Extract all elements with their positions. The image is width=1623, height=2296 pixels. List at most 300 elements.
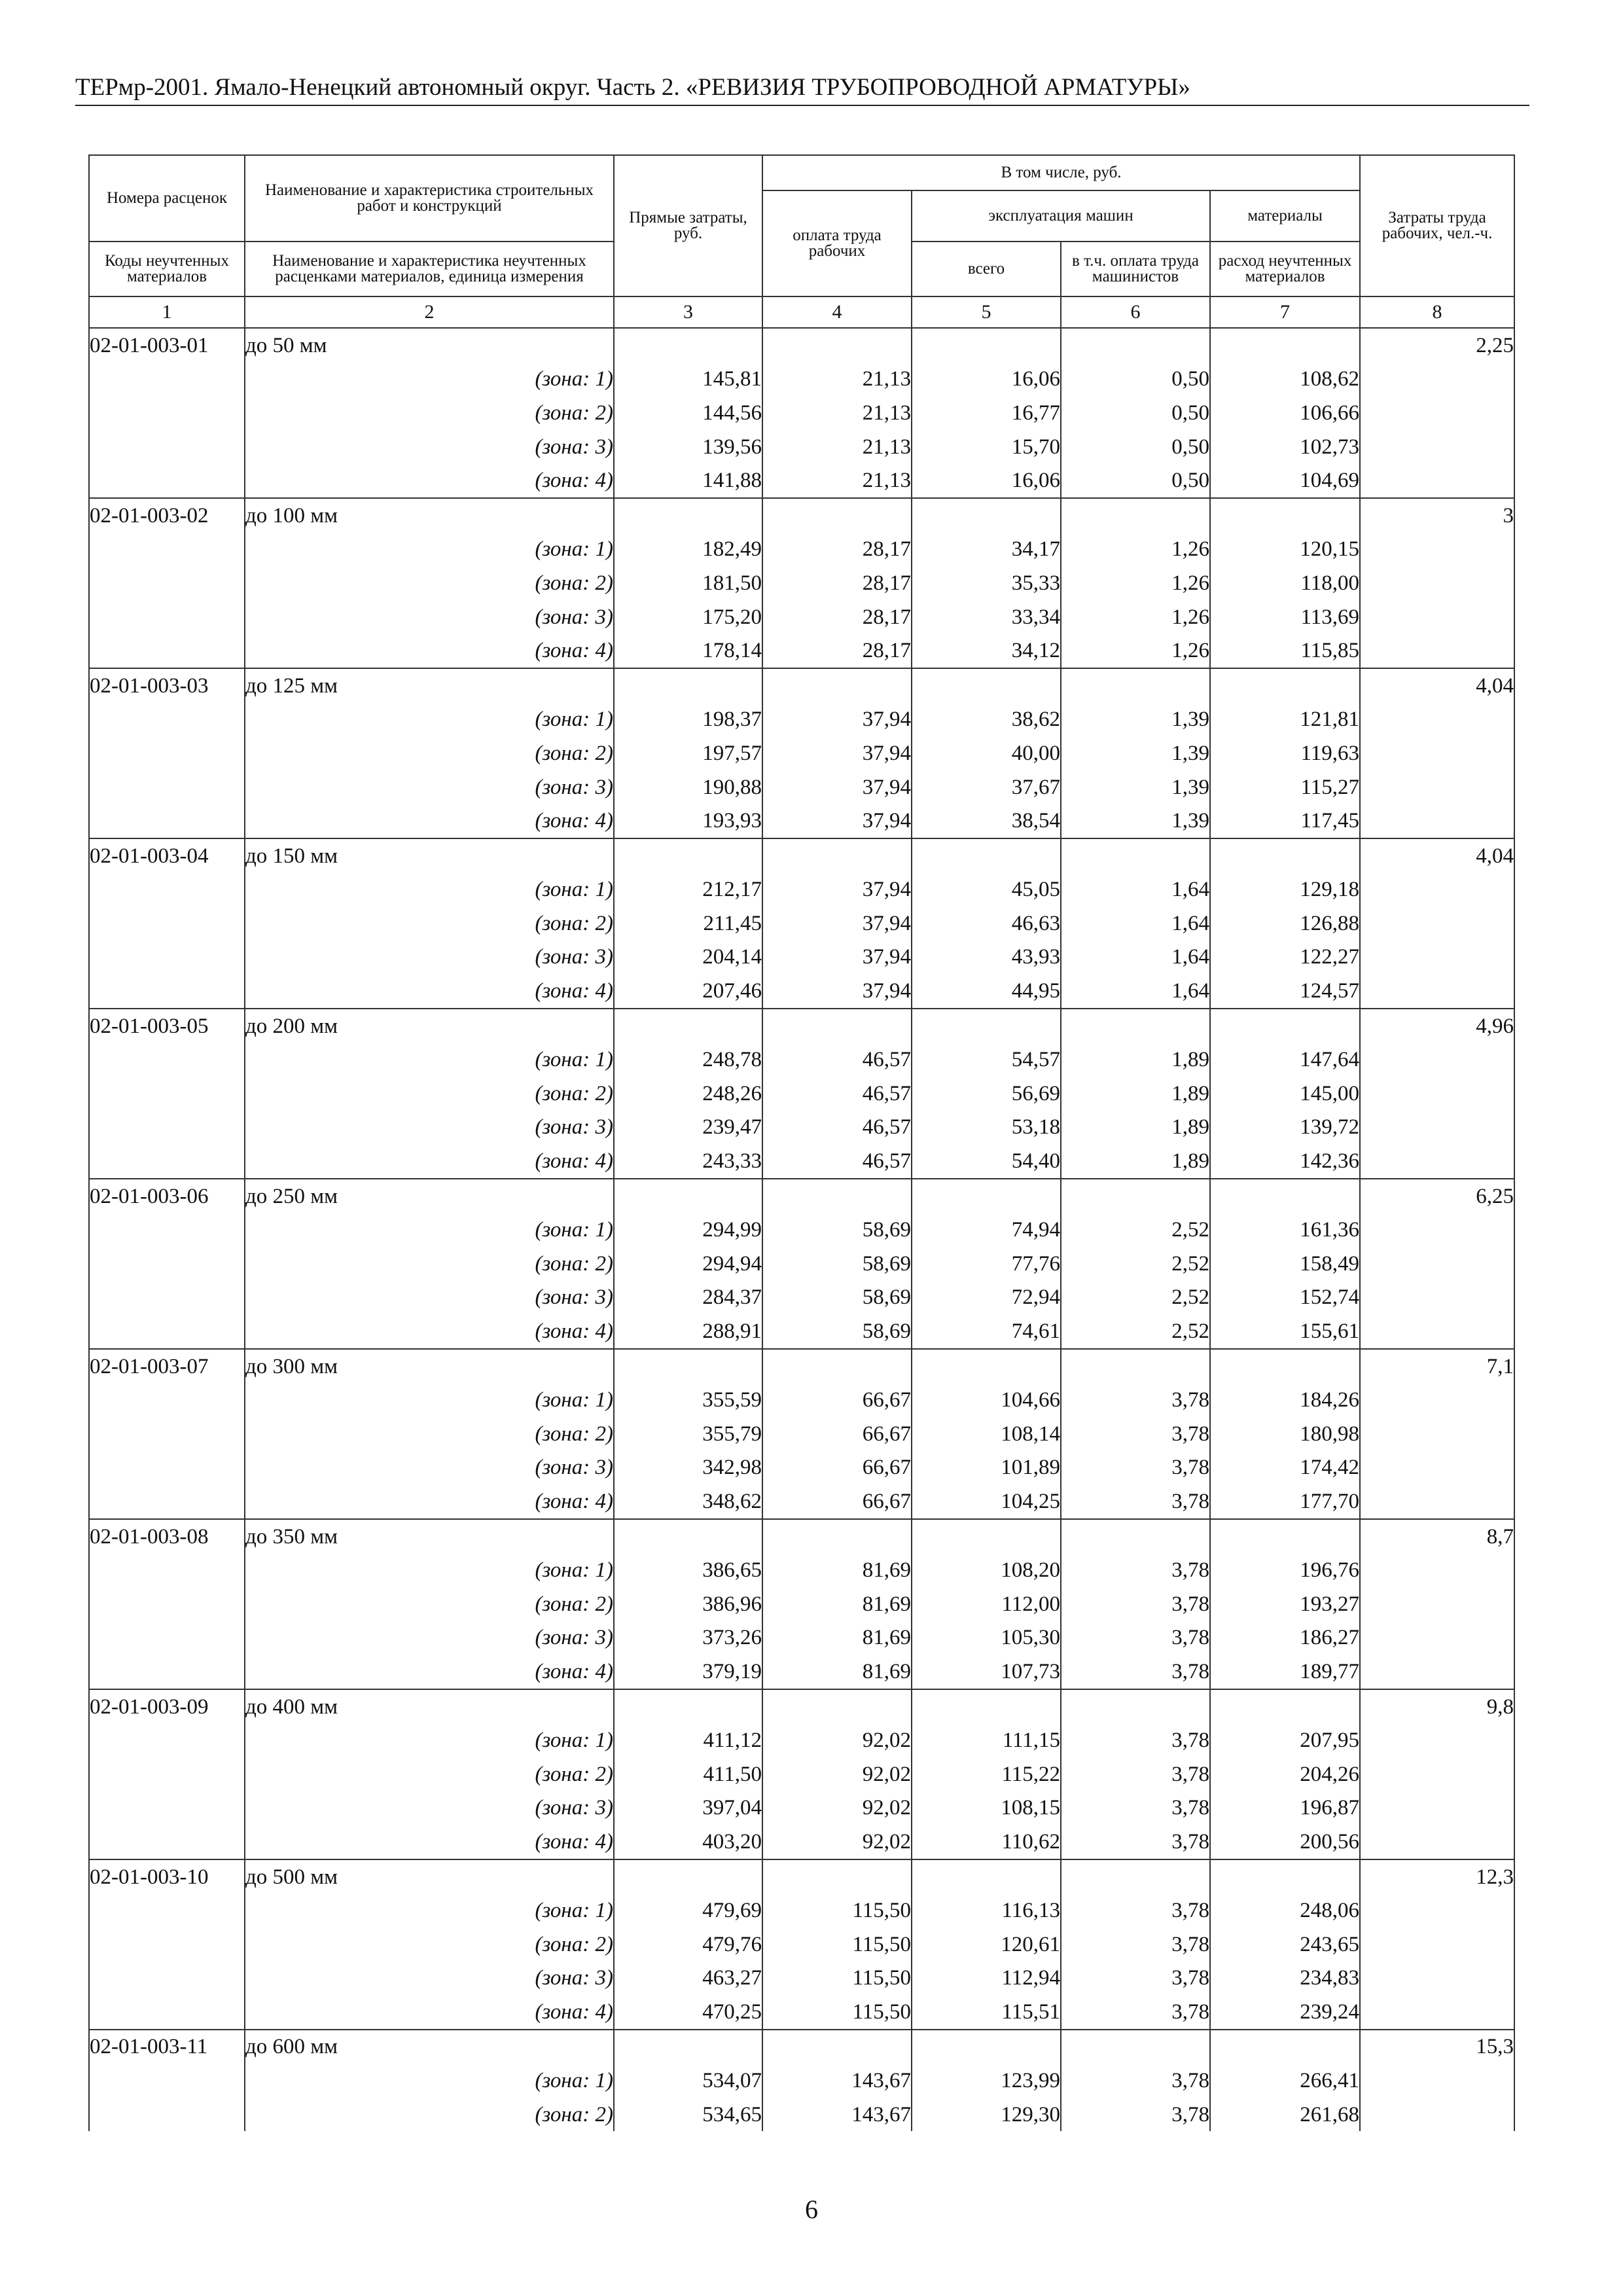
zone-label: (зона: 2) bbox=[245, 1247, 614, 1281]
rate-code: 02-01-003-04 bbox=[89, 838, 245, 873]
empty-cell bbox=[89, 600, 245, 634]
labor-pay: 81,69 bbox=[762, 1553, 912, 1587]
labor-pay: 21,13 bbox=[762, 463, 912, 498]
zone-label: (зона: 2) bbox=[245, 1077, 614, 1111]
labor-pay: 46,57 bbox=[762, 1043, 912, 1077]
labor-pay: 66,67 bbox=[762, 1417, 912, 1451]
direct-costs: 534,07 bbox=[614, 2064, 762, 2098]
col-number: 5 bbox=[912, 296, 1061, 328]
empty-cell bbox=[614, 2030, 762, 2064]
labor-pay: 92,02 bbox=[762, 1757, 912, 1791]
empty-cell bbox=[912, 328, 1061, 363]
rate-name: до 200 мм bbox=[245, 1009, 614, 1043]
zone-row bbox=[89, 363, 1514, 397]
rate-code: 02-01-003-11 bbox=[89, 2030, 245, 2064]
labor-pay: 37,94 bbox=[762, 770, 912, 804]
materials-cost: 122,27 bbox=[1210, 941, 1360, 975]
labor-pay: 58,69 bbox=[762, 1281, 912, 1315]
empty-cell bbox=[912, 1009, 1061, 1043]
machinists-pay: 1,89 bbox=[1061, 1043, 1210, 1077]
zone-label: (зона: 4) bbox=[245, 804, 614, 838]
labor-pay: 28,17 bbox=[762, 634, 912, 668]
machinists-pay: 0,50 bbox=[1061, 463, 1210, 498]
materials-cost: 261,68 bbox=[1210, 2098, 1360, 2132]
empty-cell bbox=[1210, 838, 1360, 873]
materials-cost: 104,69 bbox=[1210, 463, 1360, 498]
materials-cost: 186,27 bbox=[1210, 1621, 1360, 1655]
empty-cell bbox=[614, 1519, 762, 1554]
empty-cell bbox=[1360, 804, 1514, 838]
empty-cell bbox=[1360, 1247, 1514, 1281]
labor-pay: 115,50 bbox=[762, 1928, 912, 1962]
materials-cost: 106,66 bbox=[1210, 396, 1360, 430]
machines-total: 77,76 bbox=[912, 1247, 1061, 1281]
zone-row bbox=[89, 1451, 1514, 1485]
labor-pay: 143,67 bbox=[762, 2098, 912, 2132]
labor-pay: 46,57 bbox=[762, 1111, 912, 1145]
direct-costs: 212,17 bbox=[614, 873, 762, 907]
rate-row bbox=[89, 328, 1514, 363]
labor-pay: 37,94 bbox=[762, 941, 912, 975]
empty-cell bbox=[1360, 1417, 1514, 1451]
empty-cell bbox=[614, 1859, 762, 1894]
zone-label: (зона: 1) bbox=[245, 873, 614, 907]
rate-name: до 300 мм bbox=[245, 1349, 614, 1384]
zone-row bbox=[89, 974, 1514, 1009]
rate-code: 02-01-003-02 bbox=[89, 498, 245, 533]
machines-total: 16,06 bbox=[912, 463, 1061, 498]
machines-total: 112,00 bbox=[912, 1587, 1061, 1621]
rate-row bbox=[89, 1179, 1514, 1213]
zone-row bbox=[89, 1928, 1514, 1962]
head-machine-operation: эксплуатация машин bbox=[912, 190, 1210, 242]
empty-cell bbox=[89, 363, 245, 397]
direct-costs: 144,56 bbox=[614, 396, 762, 430]
machinists-pay: 3,78 bbox=[1061, 1655, 1210, 1689]
zone-row bbox=[89, 1314, 1514, 1349]
empty-cell bbox=[614, 498, 762, 533]
zone-row bbox=[89, 463, 1514, 498]
direct-costs: 239,47 bbox=[614, 1111, 762, 1145]
empty-cell bbox=[1360, 1043, 1514, 1077]
labor-pay: 92,02 bbox=[762, 1825, 912, 1859]
rate-row bbox=[89, 1349, 1514, 1384]
direct-costs: 207,46 bbox=[614, 974, 762, 1009]
direct-costs: 198,37 bbox=[614, 703, 762, 737]
labor-cost: 3 bbox=[1360, 498, 1514, 533]
zone-row bbox=[89, 533, 1514, 567]
empty-cell bbox=[89, 1451, 245, 1485]
empty-cell bbox=[89, 1484, 245, 1519]
machinists-pay: 3,78 bbox=[1061, 1962, 1210, 1996]
machines-total: 46,63 bbox=[912, 906, 1061, 941]
materials-cost: 115,27 bbox=[1210, 770, 1360, 804]
labor-pay: 92,02 bbox=[762, 1723, 912, 1757]
materials-cost: 115,85 bbox=[1210, 634, 1360, 668]
zone-label: (зона: 3) bbox=[245, 1791, 614, 1825]
materials-cost: 126,88 bbox=[1210, 906, 1360, 941]
empty-cell bbox=[1360, 1825, 1514, 1859]
empty-cell bbox=[1360, 770, 1514, 804]
machines-total: 112,94 bbox=[912, 1962, 1061, 1996]
zone-label: (зона: 2) bbox=[245, 1928, 614, 1962]
zone-row bbox=[89, 1553, 1514, 1587]
materials-cost: 158,49 bbox=[1210, 1247, 1360, 1281]
zone-label: (зона: 4) bbox=[245, 634, 614, 668]
machinists-pay: 1,39 bbox=[1061, 736, 1210, 770]
zone-label: (зона: 4) bbox=[245, 1655, 614, 1689]
machines-total: 74,94 bbox=[912, 1213, 1061, 1247]
empty-cell bbox=[912, 668, 1061, 703]
head-material-codes: Коды неучтенных материалов bbox=[89, 242, 245, 296]
zone-label: (зона: 2) bbox=[245, 1757, 614, 1791]
empty-cell bbox=[762, 2030, 912, 2064]
empty-cell bbox=[1360, 600, 1514, 634]
materials-cost: 193,27 bbox=[1210, 1587, 1360, 1621]
zone-label: (зона: 1) bbox=[245, 1213, 614, 1247]
empty-cell bbox=[89, 941, 245, 975]
direct-costs: 403,20 bbox=[614, 1825, 762, 1859]
empty-cell bbox=[1061, 1859, 1210, 1894]
machinists-pay: 1,26 bbox=[1061, 634, 1210, 668]
empty-cell bbox=[89, 1281, 245, 1315]
direct-costs: 284,37 bbox=[614, 1281, 762, 1315]
empty-cell bbox=[912, 1179, 1061, 1213]
empty-cell bbox=[1360, 736, 1514, 770]
direct-costs: 145,81 bbox=[614, 363, 762, 397]
materials-cost: 108,62 bbox=[1210, 363, 1360, 397]
empty-cell bbox=[1360, 1962, 1514, 1996]
zone-row bbox=[89, 1962, 1514, 1996]
zone-row bbox=[89, 1484, 1514, 1519]
labor-pay: 37,94 bbox=[762, 974, 912, 1009]
head-direct-costs: Прямые затраты, руб. bbox=[614, 155, 762, 296]
labor-cost: 6,25 bbox=[1360, 1179, 1514, 1213]
zone-label: (зона: 4) bbox=[245, 1825, 614, 1859]
empty-cell bbox=[89, 463, 245, 498]
machines-total: 120,61 bbox=[912, 1928, 1061, 1962]
zone-row bbox=[89, 1043, 1514, 1077]
empty-cell bbox=[1360, 2098, 1514, 2132]
empty-cell bbox=[1360, 1995, 1514, 2030]
zone-row bbox=[89, 1417, 1514, 1451]
materials-cost: 200,56 bbox=[1210, 1825, 1360, 1859]
machines-total: 45,05 bbox=[912, 873, 1061, 907]
empty-cell bbox=[1360, 1213, 1514, 1247]
direct-costs: 386,96 bbox=[614, 1587, 762, 1621]
machinists-pay: 1,26 bbox=[1061, 600, 1210, 634]
empty-cell bbox=[89, 1995, 245, 2030]
machinists-pay: 3,78 bbox=[1061, 1928, 1210, 1962]
direct-costs: 411,50 bbox=[614, 1757, 762, 1791]
empty-cell bbox=[89, 1791, 245, 1825]
empty-cell bbox=[89, 634, 245, 668]
materials-cost: 234,83 bbox=[1210, 1962, 1360, 1996]
rate-code: 02-01-003-09 bbox=[89, 1689, 245, 1724]
empty-cell bbox=[614, 1689, 762, 1724]
empty-cell bbox=[1061, 1689, 1210, 1724]
rate-row bbox=[89, 1689, 1514, 1724]
empty-cell bbox=[762, 1179, 912, 1213]
head-machinists-pay: в т.ч. оплата труда машинистов bbox=[1061, 242, 1210, 296]
empty-cell bbox=[1360, 533, 1514, 567]
machines-total: 129,30 bbox=[912, 2098, 1061, 2132]
empty-cell bbox=[89, 1893, 245, 1928]
machinists-pay: 3,78 bbox=[1061, 1893, 1210, 1928]
direct-costs: 182,49 bbox=[614, 533, 762, 567]
materials-cost: 243,65 bbox=[1210, 1928, 1360, 1962]
empty-cell bbox=[912, 1689, 1061, 1724]
empty-cell bbox=[89, 533, 245, 567]
empty-cell bbox=[1360, 1757, 1514, 1791]
zone-row bbox=[89, 906, 1514, 941]
materials-cost: 239,24 bbox=[1210, 1995, 1360, 2030]
machines-total: 123,99 bbox=[912, 2064, 1061, 2098]
empty-cell bbox=[1360, 634, 1514, 668]
zone-row bbox=[89, 873, 1514, 907]
empty-cell bbox=[1061, 1009, 1210, 1043]
labor-cost: 9,8 bbox=[1360, 1689, 1514, 1724]
direct-costs: 411,12 bbox=[614, 1723, 762, 1757]
empty-cell bbox=[89, 1247, 245, 1281]
labor-pay: 58,69 bbox=[762, 1247, 912, 1281]
machinists-pay: 3,78 bbox=[1061, 1757, 1210, 1791]
zone-row bbox=[89, 566, 1514, 600]
materials-cost: 161,36 bbox=[1210, 1213, 1360, 1247]
labor-pay: 92,02 bbox=[762, 1791, 912, 1825]
machinists-pay: 1,89 bbox=[1061, 1077, 1210, 1111]
empty-cell bbox=[1061, 328, 1210, 363]
empty-cell bbox=[1360, 1144, 1514, 1179]
empty-cell bbox=[89, 1144, 245, 1179]
empty-cell bbox=[1360, 566, 1514, 600]
empty-cell bbox=[89, 1077, 245, 1111]
empty-cell bbox=[614, 1009, 762, 1043]
machines-total: 101,89 bbox=[912, 1451, 1061, 1485]
direct-costs: 248,26 bbox=[614, 1077, 762, 1111]
empty-cell bbox=[89, 1111, 245, 1145]
empty-cell bbox=[1360, 1621, 1514, 1655]
head-material-name: Наименование и характеристика неучтенных расценками материалов, единица измерения bbox=[245, 242, 614, 296]
machinists-pay: 1,89 bbox=[1061, 1111, 1210, 1145]
machines-total: 34,17 bbox=[912, 533, 1061, 567]
zone-row bbox=[89, 736, 1514, 770]
direct-costs: 470,25 bbox=[614, 1995, 762, 2030]
materials-cost: 180,98 bbox=[1210, 1417, 1360, 1451]
zone-label: (зона: 3) bbox=[245, 1281, 614, 1315]
machines-total: 16,77 bbox=[912, 396, 1061, 430]
zone-row bbox=[89, 1383, 1514, 1417]
machinists-pay: 1,39 bbox=[1061, 770, 1210, 804]
labor-cost: 12,3 bbox=[1360, 1859, 1514, 1894]
empty-cell bbox=[1210, 1349, 1360, 1384]
table-body bbox=[89, 328, 1514, 2131]
labor-pay: 21,13 bbox=[762, 396, 912, 430]
machines-total: 33,34 bbox=[912, 600, 1061, 634]
direct-costs: 193,93 bbox=[614, 804, 762, 838]
machines-total: 38,54 bbox=[912, 804, 1061, 838]
zone-label: (зона: 3) bbox=[245, 941, 614, 975]
empty-cell bbox=[89, 1655, 245, 1689]
materials-cost: 120,15 bbox=[1210, 533, 1360, 567]
labor-pay: 66,67 bbox=[762, 1451, 912, 1485]
empty-cell bbox=[1061, 2030, 1210, 2064]
rate-name: до 350 мм bbox=[245, 1519, 614, 1554]
labor-pay: 37,94 bbox=[762, 703, 912, 737]
zone-label: (зона: 4) bbox=[245, 1484, 614, 1519]
machines-total: 72,94 bbox=[912, 1281, 1061, 1315]
machinists-pay: 3,78 bbox=[1061, 1791, 1210, 1825]
direct-costs: 479,69 bbox=[614, 1893, 762, 1928]
rate-code: 02-01-003-05 bbox=[89, 1009, 245, 1043]
labor-pay: 66,67 bbox=[762, 1383, 912, 1417]
empty-cell bbox=[1360, 873, 1514, 907]
empty-cell bbox=[1360, 1928, 1514, 1962]
empty-cell bbox=[762, 328, 912, 363]
machinists-pay: 3,78 bbox=[1061, 1587, 1210, 1621]
machines-total: 104,66 bbox=[912, 1383, 1061, 1417]
col-number: 1 bbox=[89, 296, 245, 328]
zone-label: (зона: 3) bbox=[245, 1111, 614, 1145]
labor-cost: 15,3 bbox=[1360, 2030, 1514, 2064]
zone-label: (зона: 3) bbox=[245, 770, 614, 804]
direct-costs: 355,59 bbox=[614, 1383, 762, 1417]
head-work-name: Наименование и характеристика строительных работ и конструкций bbox=[245, 155, 614, 242]
machinists-pay: 0,50 bbox=[1061, 430, 1210, 464]
empty-cell bbox=[912, 1519, 1061, 1554]
materials-cost: 248,06 bbox=[1210, 1893, 1360, 1928]
machines-total: 105,30 bbox=[912, 1621, 1061, 1655]
rate-name: до 125 мм bbox=[245, 668, 614, 703]
machines-total: 104,25 bbox=[912, 1484, 1061, 1519]
zone-label: (зона: 2) bbox=[245, 566, 614, 600]
machines-total: 110,62 bbox=[912, 1825, 1061, 1859]
materials-cost: 207,95 bbox=[1210, 1723, 1360, 1757]
head-labor-costs: Затраты труда рабочих, чел.-ч. bbox=[1360, 155, 1514, 296]
empty-cell bbox=[1061, 1179, 1210, 1213]
empty-cell bbox=[89, 1928, 245, 1962]
zone-row bbox=[89, 941, 1514, 975]
machinists-pay: 3,78 bbox=[1061, 1825, 1210, 1859]
empty-cell bbox=[1360, 1553, 1514, 1587]
head-material-consumption: расход неучтенных материалов bbox=[1210, 242, 1360, 296]
zone-label: (зона: 3) bbox=[245, 1962, 614, 1996]
empty-cell bbox=[89, 396, 245, 430]
machines-total: 16,06 bbox=[912, 363, 1061, 397]
zone-label: (зона: 4) bbox=[245, 463, 614, 498]
empty-cell bbox=[1210, 1689, 1360, 1724]
machinists-pay: 3,78 bbox=[1061, 1484, 1210, 1519]
rate-name: до 600 мм bbox=[245, 2030, 614, 2064]
empty-cell bbox=[1360, 1451, 1514, 1485]
zone-label: (зона: 1) bbox=[245, 703, 614, 737]
direct-costs: 386,65 bbox=[614, 1553, 762, 1587]
rate-code: 02-01-003-07 bbox=[89, 1349, 245, 1384]
materials-cost: 118,00 bbox=[1210, 566, 1360, 600]
zone-label: (зона: 3) bbox=[245, 1621, 614, 1655]
direct-costs: 397,04 bbox=[614, 1791, 762, 1825]
zone-label: (зона: 4) bbox=[245, 1995, 614, 2030]
empty-cell bbox=[1061, 1519, 1210, 1554]
empty-cell bbox=[89, 1757, 245, 1791]
zone-row bbox=[89, 1655, 1514, 1689]
machinists-pay: 2,52 bbox=[1061, 1213, 1210, 1247]
machines-total: 15,70 bbox=[912, 430, 1061, 464]
empty-cell bbox=[89, 804, 245, 838]
labor-pay: 21,13 bbox=[762, 363, 912, 397]
materials-cost: 174,42 bbox=[1210, 1451, 1360, 1485]
machinists-pay: 1,39 bbox=[1061, 703, 1210, 737]
machines-total: 108,14 bbox=[912, 1417, 1061, 1451]
direct-costs: 288,91 bbox=[614, 1314, 762, 1349]
page-number: 6 bbox=[805, 2195, 818, 2224]
zone-label: (зона: 4) bbox=[245, 1144, 614, 1179]
empty-cell bbox=[762, 1349, 912, 1384]
machinists-pay: 3,78 bbox=[1061, 1621, 1210, 1655]
direct-costs: 355,79 bbox=[614, 1417, 762, 1451]
empty-cell bbox=[1210, 1859, 1360, 1894]
col-number: 6 bbox=[1061, 296, 1210, 328]
direct-costs: 197,57 bbox=[614, 736, 762, 770]
rate-name: до 250 мм bbox=[245, 1179, 614, 1213]
empty-cell bbox=[912, 498, 1061, 533]
direct-costs: 348,62 bbox=[614, 1484, 762, 1519]
materials-cost: 196,76 bbox=[1210, 1553, 1360, 1587]
labor-pay: 81,69 bbox=[762, 1621, 912, 1655]
direct-costs: 373,26 bbox=[614, 1621, 762, 1655]
machines-total: 34,12 bbox=[912, 634, 1061, 668]
machines-total: 40,00 bbox=[912, 736, 1061, 770]
empty-cell bbox=[89, 974, 245, 1009]
empty-cell bbox=[1360, 1281, 1514, 1315]
zone-row bbox=[89, 1111, 1514, 1145]
machinists-pay: 2,52 bbox=[1061, 1247, 1210, 1281]
empty-cell bbox=[1210, 1519, 1360, 1554]
empty-cell bbox=[1360, 1723, 1514, 1757]
machinists-pay: 3,78 bbox=[1061, 1995, 1210, 2030]
machines-total: 115,51 bbox=[912, 1995, 1061, 2030]
zone-label: (зона: 3) bbox=[245, 600, 614, 634]
labor-pay: 115,50 bbox=[762, 1893, 912, 1928]
empty-cell bbox=[1210, 1009, 1360, 1043]
machines-total: 115,22 bbox=[912, 1757, 1061, 1791]
machines-total: 53,18 bbox=[912, 1111, 1061, 1145]
labor-cost: 4,04 bbox=[1360, 838, 1514, 873]
machines-total: 111,15 bbox=[912, 1723, 1061, 1757]
zone-row bbox=[89, 1213, 1514, 1247]
empty-cell bbox=[1210, 498, 1360, 533]
direct-costs: 294,94 bbox=[614, 1247, 762, 1281]
materials-cost: 139,72 bbox=[1210, 1111, 1360, 1145]
empty-cell bbox=[89, 770, 245, 804]
rate-row bbox=[89, 2030, 1514, 2064]
labor-pay: 28,17 bbox=[762, 533, 912, 567]
empty-cell bbox=[89, 1723, 245, 1757]
zone-row bbox=[89, 1587, 1514, 1621]
labor-pay: 143,67 bbox=[762, 2064, 912, 2098]
zone-label: (зона: 1) bbox=[245, 1553, 614, 1587]
labor-pay: 58,69 bbox=[762, 1314, 912, 1349]
rate-code: 02-01-003-10 bbox=[89, 1859, 245, 1894]
empty-cell bbox=[614, 1179, 762, 1213]
empty-cell bbox=[1061, 498, 1210, 533]
direct-costs: 463,27 bbox=[614, 1962, 762, 1996]
direct-costs: 190,88 bbox=[614, 770, 762, 804]
empty-cell bbox=[89, 430, 245, 464]
empty-cell bbox=[762, 498, 912, 533]
zone-row bbox=[89, 1757, 1514, 1791]
machines-total: 108,20 bbox=[912, 1553, 1061, 1587]
